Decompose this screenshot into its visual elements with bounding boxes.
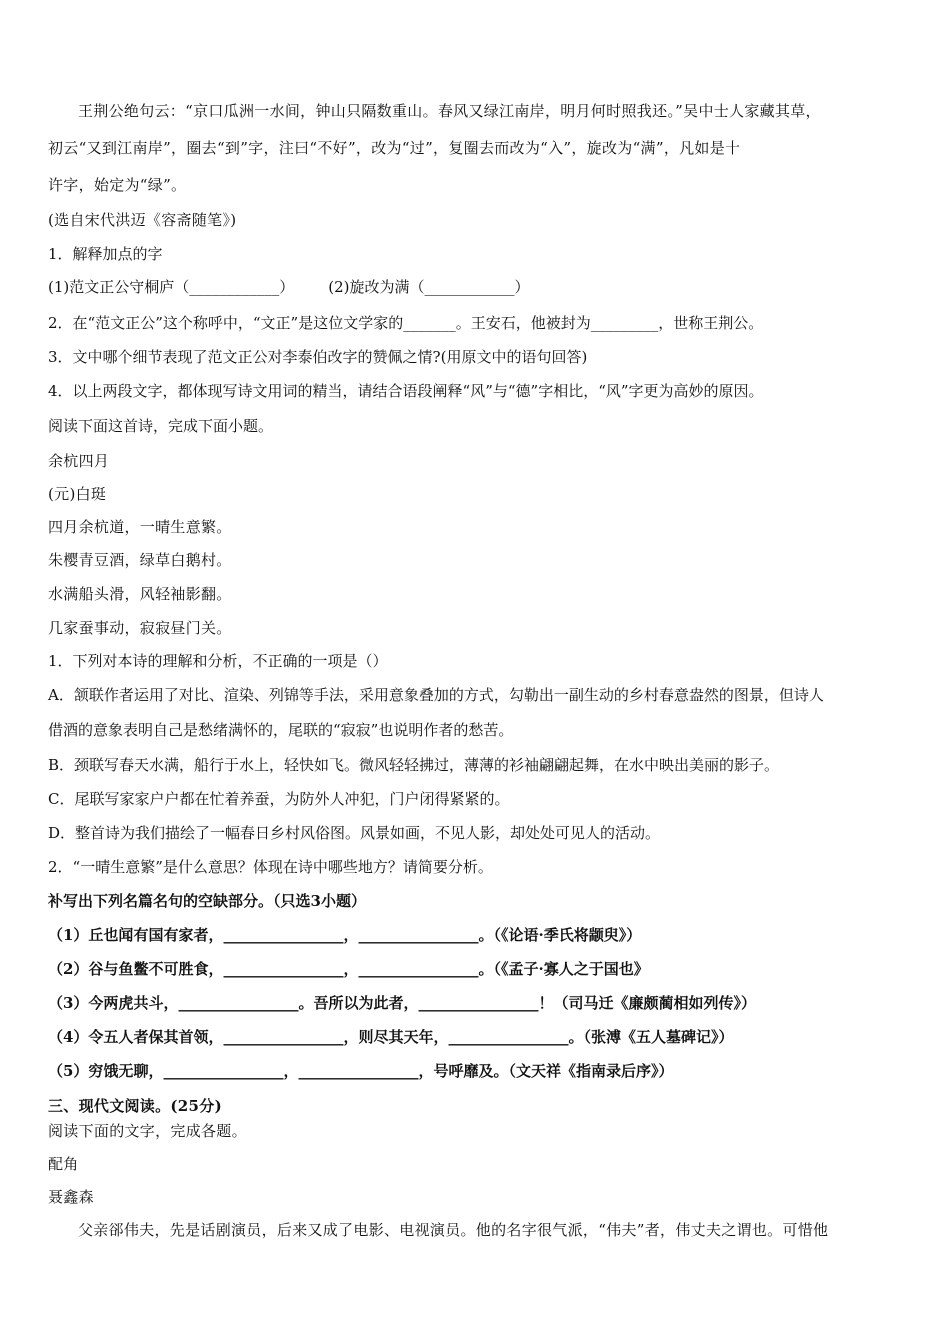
story-author: 聂鑫森	[48, 1188, 94, 1206]
q2	[48, 313, 904, 333]
fill-5b: ，	[283, 1062, 299, 1080]
fill-1a: （1）丘也闻有国有家者，	[48, 926, 224, 944]
mc-option-d: D．整首诗为我们描绘了一幅春日乡村风俗图。风景如画，不见人影，却处处可见人的活动。	[48, 824, 661, 842]
q2-blank1: _______	[403, 314, 456, 332]
fill-4b: ，则尽其天年，	[343, 1028, 449, 1046]
passage1-line3: 许字，始定为“绿”。	[48, 176, 187, 194]
q3: 3．文中哪个细节表现了范文正公对李泰伯改字的赞佩之情?(用原文中的语句回答)	[48, 348, 588, 366]
fill-item-2	[48, 959, 904, 979]
fill-5-blank1: ________________	[163, 1062, 284, 1080]
fill-item-5	[48, 1061, 904, 1081]
q2-part1: 2．在“范文正公”这个称呼中，“文正”是这位文学家的	[48, 314, 404, 332]
mc-option-b: B．颈联写春天水满，船行于水上，轻快如飞。微风轻轻拂过，薄薄的衫袖翩翩起舞，在水中映出美丽的影子。	[48, 756, 780, 774]
mc-stem: 1．下列对本诗的理解和分析，不正确的一项是（）	[48, 652, 388, 670]
q1a-end: ）	[279, 278, 295, 296]
fill-3-blank2: ________________	[418, 994, 539, 1012]
passage1-line2: 初云“又到江南岸”，圈去“到”字，注曰“不好”，改为“过”，复圈去而改为“入”，旋改为“满”，凡如是十	[48, 139, 741, 157]
q4: 4．以上两段文字，都体现写诗文用词的精当，请结合语段阐释“风”与“德”字相比，“风”字更为高妙的原因。	[48, 382, 764, 400]
poem-line-3: 水满船头滑，风轻袖影翻。	[48, 585, 232, 603]
passage1-line1: 王荆公绝句云：“京口瓜洲一水间，钟山只隔数重山。春风又绿江南岸，明月何时照我还。”吴中士人家藏其草，	[78, 102, 821, 120]
fill-2c: 。（《孟子·寡人之于国也》	[478, 960, 649, 978]
q1-items	[48, 277, 904, 297]
poem-line-4: 几家蚕事动，寂寂昼门关。	[48, 619, 232, 637]
q2-blank2: _________	[590, 314, 659, 332]
fill-1-blank1: ________________	[223, 926, 344, 944]
mc-option-a-line1: A．颔联作者运用了对比、渲染、列锦等手法，采用意象叠加的方式，勾勒出一副生动的乡村春意盎然的图景，但诗人	[48, 686, 824, 704]
fill-1-blank2: ________________	[358, 926, 479, 944]
q1b-blank: ____________	[424, 278, 515, 296]
q2-part2: 。王安石，他被封为	[455, 314, 591, 332]
q1b-end: ）	[514, 278, 530, 296]
fill-3a: （3）今两虎共斗，	[48, 994, 179, 1012]
poem-q2: 2．“一晴生意繁”是什么意思？体现在诗中哪些地方？请简要分析。	[48, 858, 493, 876]
fill-5-blank2: ________________	[298, 1062, 419, 1080]
poem-line-1: 四月余杭道，一晴生意繁。	[48, 518, 232, 536]
fill-item-1	[48, 925, 904, 945]
fill-1b: ，	[343, 926, 359, 944]
poem-title: 余杭四月	[48, 452, 110, 470]
fill-2a: （2）谷与鱼鳖不可胜食，	[48, 960, 224, 978]
fill-2b: ，	[343, 960, 359, 978]
fill-5c: ，号呼靡及。（文天祥《指南录后序》）	[418, 1062, 674, 1080]
section3-title: 三、现代文阅读。(25分)	[48, 1097, 222, 1115]
fill-item-4	[48, 1027, 904, 1047]
fill-2-blank2: ________________	[358, 960, 479, 978]
fill-4c: 。（张溥《五人墓碑记》）	[568, 1028, 734, 1046]
poem-line-2: 朱樱青豆酒，绿草白鹅村。	[48, 551, 232, 569]
fill-item-3	[48, 993, 904, 1013]
q2-part3: ，世称王荆公。	[658, 314, 764, 332]
q1-title: 1．解释加点的字	[48, 245, 163, 263]
fill-title: 补写出下列名篇名句的空缺部分。（只选3小题）	[48, 892, 366, 910]
fill-3c: ！（司马迁《廉颇蔺相如列传》）	[538, 994, 756, 1012]
poem-author: (元)白珽	[48, 485, 107, 503]
mc-option-c: C．尾联写家家户户都在忙着养蚕，为防外人冲犯，门户闭得紧紧的。	[48, 790, 510, 808]
story-para1: 父亲郤伟夫，先是话剧演员，后来又成了电影、电视演员。他的名字很气派，“伟夫”者，伟丈夫之谓也。可惜他	[78, 1221, 829, 1239]
q1b-label: (2)旋改为满（	[328, 278, 425, 296]
q1a-blank: ____________	[189, 278, 280, 296]
q1a-label: (1)范文正公守桐庐（	[48, 278, 190, 296]
fill-3-blank1: ________________	[178, 994, 299, 1012]
section3-intro: 阅读下面的文字，完成各题。	[48, 1122, 247, 1140]
fill-5a: （5）穷饿无聊，	[48, 1062, 164, 1080]
story-title: 配角	[48, 1155, 79, 1173]
poem-intro: 阅读下面这首诗，完成下面小题。	[48, 417, 274, 435]
fill-4-blank2: ________________	[448, 1028, 569, 1046]
fill-1c: 。（《论语·季氏将颛臾》）	[478, 926, 642, 944]
fill-4-blank1: ________________	[223, 1028, 344, 1046]
fill-3b: 。吾所以为此者，	[298, 994, 419, 1012]
mc-option-a-line2: 借酒的意象表明自己是愁绪满怀的，尾联的“寂寂”也说明作者的愁苦。	[48, 721, 514, 739]
fill-2-blank1: ________________	[223, 960, 344, 978]
fill-4a: （4）令五人者保其首领，	[48, 1028, 224, 1046]
passage1-source: (选自宋代洪迈《容斋随笔》)	[48, 211, 237, 229]
